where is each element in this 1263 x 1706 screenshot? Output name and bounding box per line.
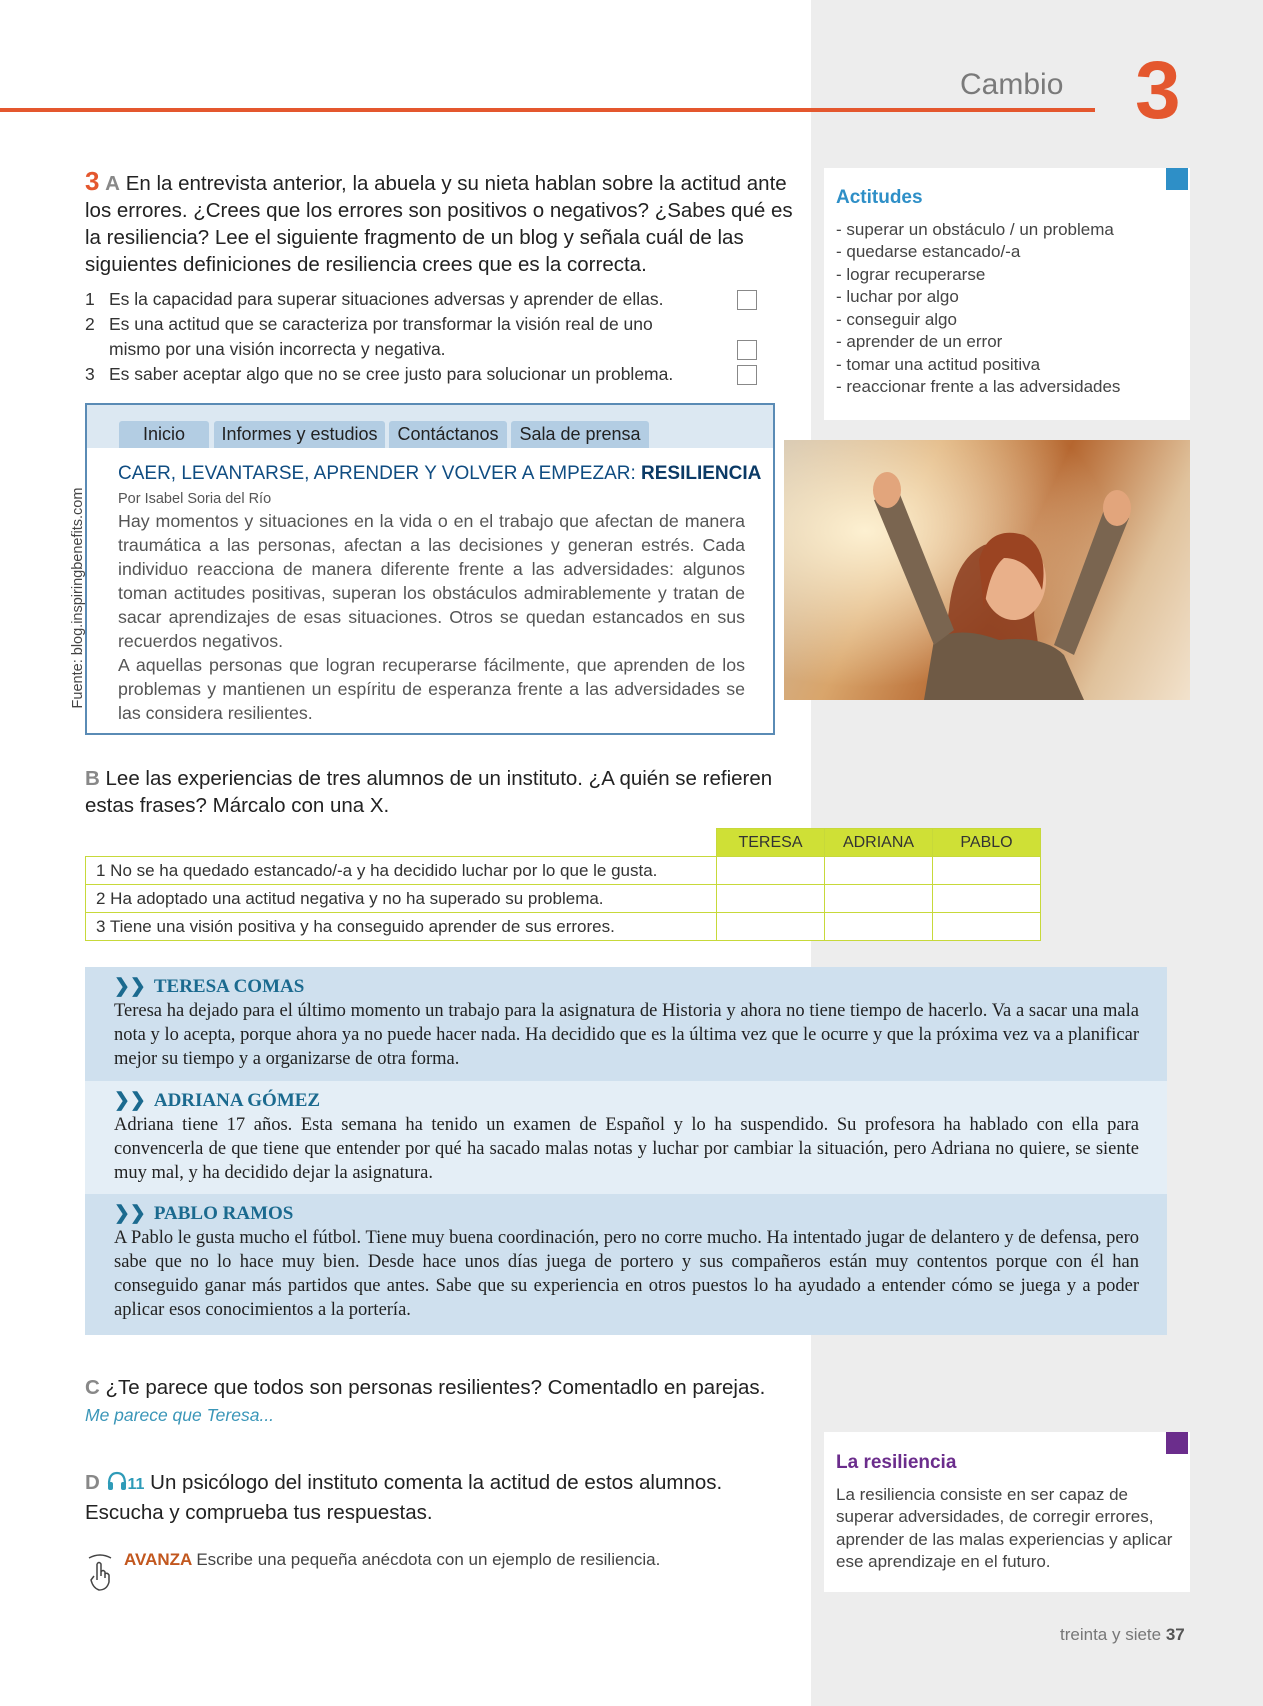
exercise-a-text: En la entrevista anterior, la abuela y su nieta hablan sobre la actitud ante los errores. ¿Crees que los errores son positivos o negativos? ¿Sabes qué es la resiliencia? Lee el siguiente fragmento de un blog y señala cuál de las siguientes definiciones de resiliencia crees que es la correcta. <box>85 172 793 276</box>
answer-cell[interactable] <box>933 857 1041 885</box>
example-answer: Me parece que Teresa... <box>85 1405 275 1425</box>
story-teresa <box>85 967 1167 1081</box>
actitud-item: - tomar una actitud positiva <box>836 355 1041 374</box>
exercise-number: 3 <box>85 166 100 196</box>
tab-informes[interactable]: Informes y estudios <box>214 421 385 448</box>
blog-body <box>118 509 745 725</box>
exercise-b-prompt: B Lee las experiencias de tres alumnos de un instituto. ¿A quién se refieren estas frases? Márcalo con una X. <box>85 767 773 817</box>
actitud-item: - lograr recuperarse <box>836 265 986 284</box>
answer-cell[interactable] <box>825 913 933 941</box>
story-text: Adriana tiene 17 años. Esta semana ha tenido un examen de Español y lo ha suspendido. Su profesora ha hablado con ella para convencerla de que tiene que entender por qué ha sacado malas notas y luchar por cambiar la situación, pero Adriana no quiere, se siente muy mal, y ha decidido dejar la asignatura. <box>114 1115 1139 1183</box>
accent-square <box>1166 1432 1188 1454</box>
resiliencia-line: La resiliencia consiste en ser capaz de <box>836 1485 1128 1504</box>
track-number: 11 <box>127 1476 145 1493</box>
resiliencia-line: aprender de las malas experiencias y aplicar <box>836 1530 1173 1549</box>
option-2-continued: mismo por una visión incorrecta y negativa. <box>109 339 446 359</box>
story-name: ❯❯ PABLO RAMOS <box>114 1203 294 1224</box>
exercise-letter: C <box>85 1376 100 1399</box>
story-text: Teresa ha dejado para el último momento un trabajo para la asignatura de Historia y ahora no tiene tiempo de hacerlo. Va a sacar una mala nota y lo acepta, porque ahora ya no puede hacer nada. Ha decidido que es la última vez que le ocurre y que la próxima vez va a planificar mejor su tiempo y a organizarse de otra forma. <box>114 1001 1139 1069</box>
exercise-letter: A <box>105 172 120 195</box>
story-name: ❯❯ TERESA COMAS <box>114 976 305 997</box>
header-rule <box>0 108 1095 112</box>
accent-square <box>1166 168 1188 190</box>
blog-nav <box>87 405 773 448</box>
story-text: A Pablo le gusta mucho el fútbol. Tiene muy buena coordinación, pero no corre mucho. Ha intentado jugar de delantero y de defensa, pero sabe que no lo hace muy bien. Desde hace unos días juega de portero y sus compañeros están muy contentos porque con él han conseguido ganar más partidos que antes. Sabe que su experiencia en otros puestos lo ha ayudado a entender cómo se juega y a poder aplicar esos conocimientos a la portería. <box>114 1228 1139 1320</box>
row-label: 1 No se ha quedado estancado/-a y ha decidido luchar por lo que le gusta. <box>86 857 717 885</box>
actitud-item: - luchar por algo <box>836 287 959 306</box>
tab-inicio[interactable]: Inicio <box>119 421 209 448</box>
table-row <box>86 857 1041 885</box>
table-header-row <box>86 829 1041 857</box>
page-footer <box>1060 1625 1185 1645</box>
photo-girl-arms-raised <box>784 440 1190 700</box>
actitud-item: - superar un obstáculo / un problema <box>836 220 1114 239</box>
chevron-right-icon: ❯❯ <box>114 976 146 997</box>
story-pablo <box>85 1194 1167 1335</box>
blog-paragraph: Hay momentos y situaciones en la vida o en el trabajo que afectan de manera traumática a las personas, afectan a las decisiones y generan estrés. Cada individuo reacciona de manera diferente frente a las adversidades: algunos toman actitudes positivas, superan los obstáculos admirablemente y tratan de sacar aprendizajes de esas situaciones. Otros se quedan estancados en sus recuerdos negativos. <box>118 511 745 651</box>
unit-title: Cambio <box>960 68 1064 101</box>
unit-number: 3 <box>1135 45 1181 136</box>
option-3: 3 Es saber aceptar algo que no se cree justo para solucionar un problema. <box>85 364 674 384</box>
actitudes-title: Actitudes <box>836 187 923 208</box>
blog-byline: Por Isabel Soria del Río <box>118 491 272 507</box>
exercise-d-prompt: D 11 Un psicólogo del instituto comenta la actitud de estos alumnos. Escucha y comprueba tus respuestas. <box>85 1471 723 1524</box>
source-credit: Fuente: blog.inspiringbenefits.com <box>70 487 86 709</box>
avanza-label: AVANZA <box>124 1550 193 1569</box>
story-adriana <box>85 1081 1167 1194</box>
table-row <box>86 885 1041 913</box>
page-number: 37 <box>1165 1625 1185 1644</box>
resiliencia-box <box>824 1432 1190 1592</box>
option-2: 2 Es una actitud que se caracteriza por transformar la visión real de uno <box>85 314 653 334</box>
exercise-letter: D <box>85 1471 100 1494</box>
matching-table <box>85 828 1041 941</box>
answer-cell[interactable] <box>825 885 933 913</box>
row-label: 2 Ha adoptado una actitud negativa y no ha superado su problema. <box>86 885 717 913</box>
answer-cell[interactable] <box>825 857 933 885</box>
actitud-item: - conseguir algo <box>836 310 957 329</box>
row-label: 3 Tiene una visión positiva y ha conseguido aprender de sus errores. <box>86 913 717 941</box>
resiliencia-title: La resiliencia <box>836 1452 957 1473</box>
exercise-a-prompt <box>85 168 795 278</box>
headphones-icon[interactable] <box>106 1470 128 1499</box>
column-header: TERESA <box>717 829 825 857</box>
tab-contactanos[interactable]: Contáctanos <box>389 421 507 448</box>
table-row <box>86 913 1041 941</box>
blog-paragraph: A aquellas personas que logran recuperarse fácilmente, que aprenden de los problemas y mantienen un espíritu de esperanza frente a las adversidades se las considera resilientes. <box>118 655 745 723</box>
resiliencia-line: ese aprendizaje en el futuro. <box>836 1552 1051 1571</box>
answer-cell[interactable] <box>933 913 1041 941</box>
chevron-right-icon: ❯❯ <box>114 1090 146 1111</box>
resiliencia-line: superar adversidades, de corregir errores, <box>836 1507 1154 1526</box>
answer-cell[interactable] <box>933 885 1041 913</box>
actitud-item: - reaccionar frente a las adversidades <box>836 377 1121 396</box>
actitud-item: - aprender de un error <box>836 332 1003 351</box>
column-header: PABLO <box>933 829 1041 857</box>
blog-title: CAER, LEVANTARSE, APRENDER Y VOLVER A EMPEZAR: RESILIENCIA <box>118 463 762 484</box>
option-1: 1 Es la capacidad para superar situaciones adversas y aprender de ellas. <box>85 289 664 309</box>
column-header: ADRIANA <box>825 829 933 857</box>
exercise-c-prompt: C ¿Te parece que todos son personas resilientes? Comentadlo en parejas. <box>85 1376 766 1399</box>
blog-excerpt <box>85 403 775 735</box>
page-number-words: treinta y siete <box>1060 1625 1162 1644</box>
answer-cell[interactable] <box>717 913 825 941</box>
tab-sala-de-prensa[interactable]: Sala de prensa <box>511 421 649 448</box>
chevron-right-icon: ❯❯ <box>114 1203 146 1224</box>
option-1-checkbox[interactable] <box>737 290 757 310</box>
exercise-letter: B <box>85 767 100 790</box>
pointer-hand-icon <box>85 1552 115 1596</box>
answer-cell[interactable] <box>717 885 825 913</box>
story-name: ❯❯ ADRIANA GÓMEZ <box>114 1090 321 1111</box>
option-2-checkbox[interactable] <box>737 340 757 360</box>
actitudes-box <box>824 168 1190 420</box>
answer-cell[interactable] <box>717 857 825 885</box>
option-3-checkbox[interactable] <box>737 365 757 385</box>
actitud-item: - quedarse estancado/-a <box>836 242 1021 261</box>
avanza-task: AVANZA Escribe una pequeña anécdota con un ejemplo de resiliencia. <box>124 1550 661 1569</box>
